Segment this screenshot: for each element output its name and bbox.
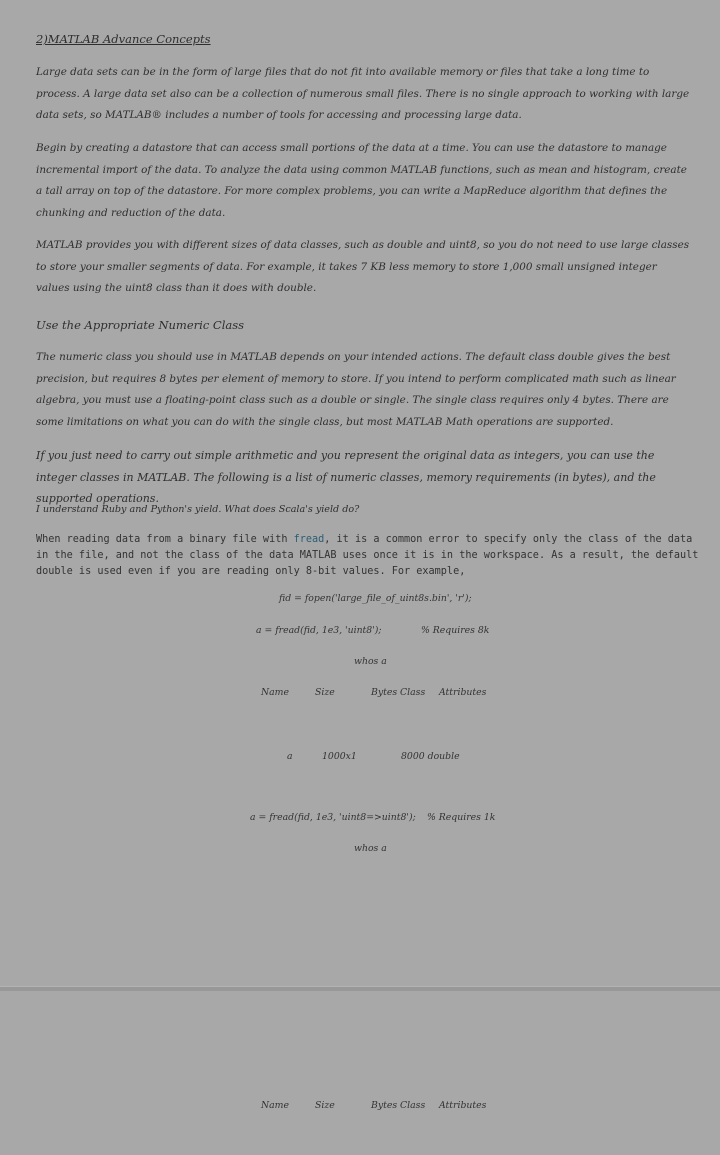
paragraph-data-classes: MATLAB provides you with different sizes of data classes, such as double and uint8, so you do not need to use large classes to store your smaller segments of data. For example, it takes 7 KB less memory to store 1,000 small unsigned integer values using the uint8 class than it does with double. xyxy=(36,239,690,295)
whos-header-attributes: Attributes xyxy=(439,687,487,698)
whos-header-name: Name xyxy=(261,687,289,698)
fread-text-before: When reading data from a binary file with xyxy=(36,534,294,545)
paragraph-numeric-class: The numeric class you should use in MATLAB depends on your intended actions. The default class double gives the best precision, but requires 8 bytes per element of memory to store. If you intend to perform complicated math such as linear algebra, you must use a floating-point class such as a double or single. The single class requires only 4 bytes. There are some limitations on what you can do with the single class, but most MATLAB Math operations are supported. xyxy=(36,351,676,428)
paragraph-datastore: Begin by creating a datastore that can access small portions of the data at a time. You can use the datastore to manage incremental import of the data. To analyze the data using common MATLAB functions, such as mean and histogram, create a tall array on top of the datastore. For more complex problems, you can write a MapReduce algorithm that defines the chunking and reduction of the data. xyxy=(36,142,687,219)
subheading-numeric-class: Use the Appropriate Numeric Class xyxy=(36,318,245,332)
paragraph-integer-classes: If you just need to carry out simple arithmetic and you represent the original data as integers, you can use the integer classes in MATLAB. The following is a list of numeric classes, memory requirements (in bytes), and the supported operations. xyxy=(36,449,656,505)
code-comment-8k: % Requires 8k xyxy=(421,625,490,636)
code-comment-1k: % Requires 1k xyxy=(427,812,496,823)
code-fopen: fid = fopen('large_file_of_uint8s.bin', 'r'); xyxy=(279,593,472,604)
whos2-header-bytes-class: Bytes Class xyxy=(371,1100,426,1111)
code-whos-a-2: whos a xyxy=(354,843,387,854)
paragraph-large-data: Large data sets can be in the form of large files that do not fit into available memory or files that take a long time to process. A large data set also can be a collection of numerous small files. There is no single approach to working with large data sets, so MATLAB® includes a number of tools for accessing and processing large data. xyxy=(36,66,690,122)
whos-row-name: a xyxy=(287,751,293,762)
whos-row-bytes-class: 8000 double xyxy=(401,751,460,762)
fread-function-link[interactable]: fread xyxy=(293,534,325,545)
whos-header-bytes-class: Bytes Class xyxy=(371,687,426,698)
code-fread-uint8-to-uint8: a = fread(fid, 1e3, 'uint8=>uint8'); xyxy=(250,812,416,823)
code-fread-uint8: a = fread(fid, 1e3, 'uint8'); xyxy=(256,625,382,636)
code-whos-a-1: whos a xyxy=(354,656,387,667)
whos2-header-attributes: Attributes xyxy=(439,1100,487,1111)
whos2-header-size: Size xyxy=(315,1100,335,1111)
question-line: I understand Ruby and Python's yield. What does Scala's yield do? xyxy=(36,504,360,515)
document-heading: 2)MATLAB Advance Concepts xyxy=(36,32,211,46)
whos2-header-name: Name xyxy=(261,1100,289,1111)
whos-header-size: Size xyxy=(315,687,335,698)
fread-text-after: , it is a common error to specify only the class of the data in the file, and not the class of the data MATLAB uses once it is in the workspace. As a result, the default double is used even if you are reading only 8-bit values. For example, xyxy=(36,534,699,577)
fread-explanation xyxy=(36,532,708,580)
page-divider xyxy=(0,986,720,991)
whos-row-size: 1000x1 xyxy=(322,751,357,762)
